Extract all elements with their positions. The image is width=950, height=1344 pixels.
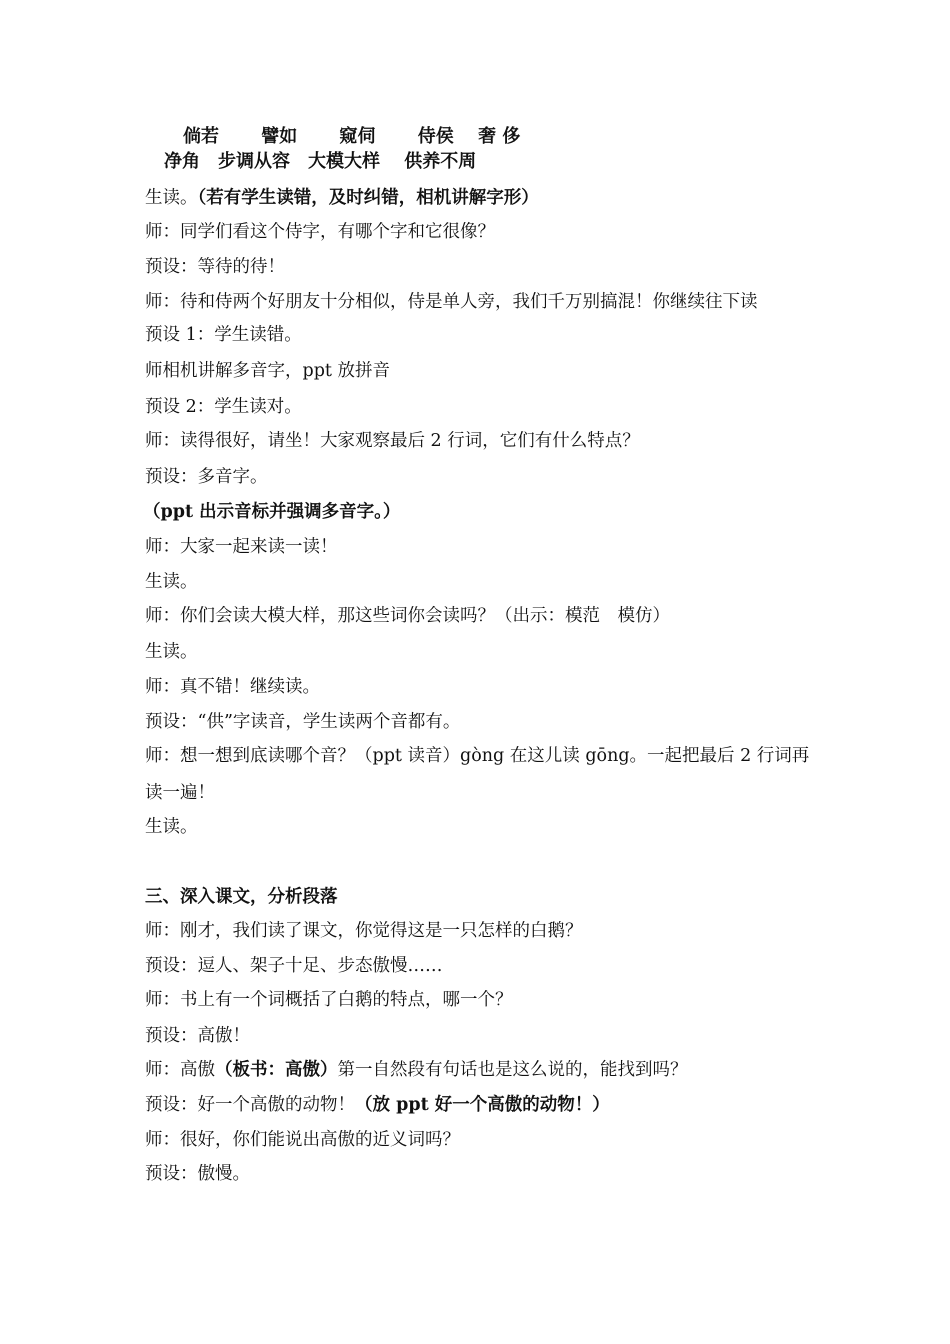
text-line: 师：想一想到底读哪个音？（ppt 读音）gòng 在这儿读 gōng。一起把最后 2 行词再 (145, 746, 810, 766)
text-line: 生读。 (145, 642, 198, 662)
line-text: 预设：好一个高傲的动物！ (145, 1095, 355, 1115)
text-line: 预设：逗人、架子十足、步态傲慢…… (145, 956, 443, 976)
text-line (145, 1092, 835, 1118)
text-line: 预设：“供”字读音，学生读两个音都有。 (145, 712, 461, 732)
text-line: 师：你们会读大模大样，那这些词你会读吗？（出示：模范 模仿） (145, 606, 670, 626)
section-heading: 三、深入课文，分析段落 (145, 887, 338, 907)
text-line: 预设：傲慢。 (145, 1164, 250, 1184)
text-line: 师：读得很好，请坐！大家观察最后 2 行词，它们有什么特点？ (145, 431, 640, 451)
line-note-bold: （若有学生读错，及时纠错，相机讲解字形） (197, 188, 539, 208)
text-line: 生读。 (145, 817, 198, 837)
text-line: 师：待和侍两个好朋友十分相似，侍是单人旁，我们千万别搞混！你继续往下读 (145, 292, 758, 312)
board-note-bold: （板书：高傲） (215, 1060, 338, 1080)
text-line: 预设：高傲！ (145, 1026, 250, 1046)
text-line: 师：刚才，我们读了课文，你觉得这是一只怎样的白鹅？ (145, 921, 583, 941)
text-line: 师：大家一起来读一读！ (145, 537, 338, 557)
text-line: 师：很好，你们能说出高傲的近义词吗？ (145, 1130, 460, 1150)
text-line (145, 1057, 835, 1083)
text-line: 师：同学们看这个侍字，有哪个字和它很像？ (145, 222, 495, 242)
text-line (145, 185, 835, 211)
text-line: 师：书上有一个词概括了白鹅的特点，哪一个？ (145, 990, 513, 1010)
text-line: 预设 2：学生读对。 (145, 397, 302, 417)
bold-note-line: （ppt 出示音标并强调多音字。） (143, 502, 401, 522)
text-line: 生读。 (145, 572, 198, 592)
text-line: 预设：多音字。 (145, 467, 268, 487)
line-text: 生读。 (145, 188, 198, 208)
text-line: 师：真不错！继续读。 (145, 677, 320, 697)
vocab-row-2: 净角 步调从容 大模大样 供养不周 (164, 151, 477, 172)
vocab-row-1: 倘若 譬如 窥伺 侍侯 奢 侈 (183, 126, 521, 147)
text-line: 师相机讲解多音字，ppt 放拼音 (145, 361, 390, 381)
line-text: 师：高傲 (145, 1060, 215, 1080)
text-line: 预设：等待的待！ (145, 257, 285, 277)
text-line: 读一遍！ (145, 783, 215, 803)
text-line: 预设 1：学生读错。 (145, 325, 302, 345)
line-text: 第一自然段有句话也是这么说的，能找到吗？ (337, 1060, 688, 1080)
ppt-note-bold: （放 ppt 好一个高傲的动物！） (355, 1095, 610, 1115)
